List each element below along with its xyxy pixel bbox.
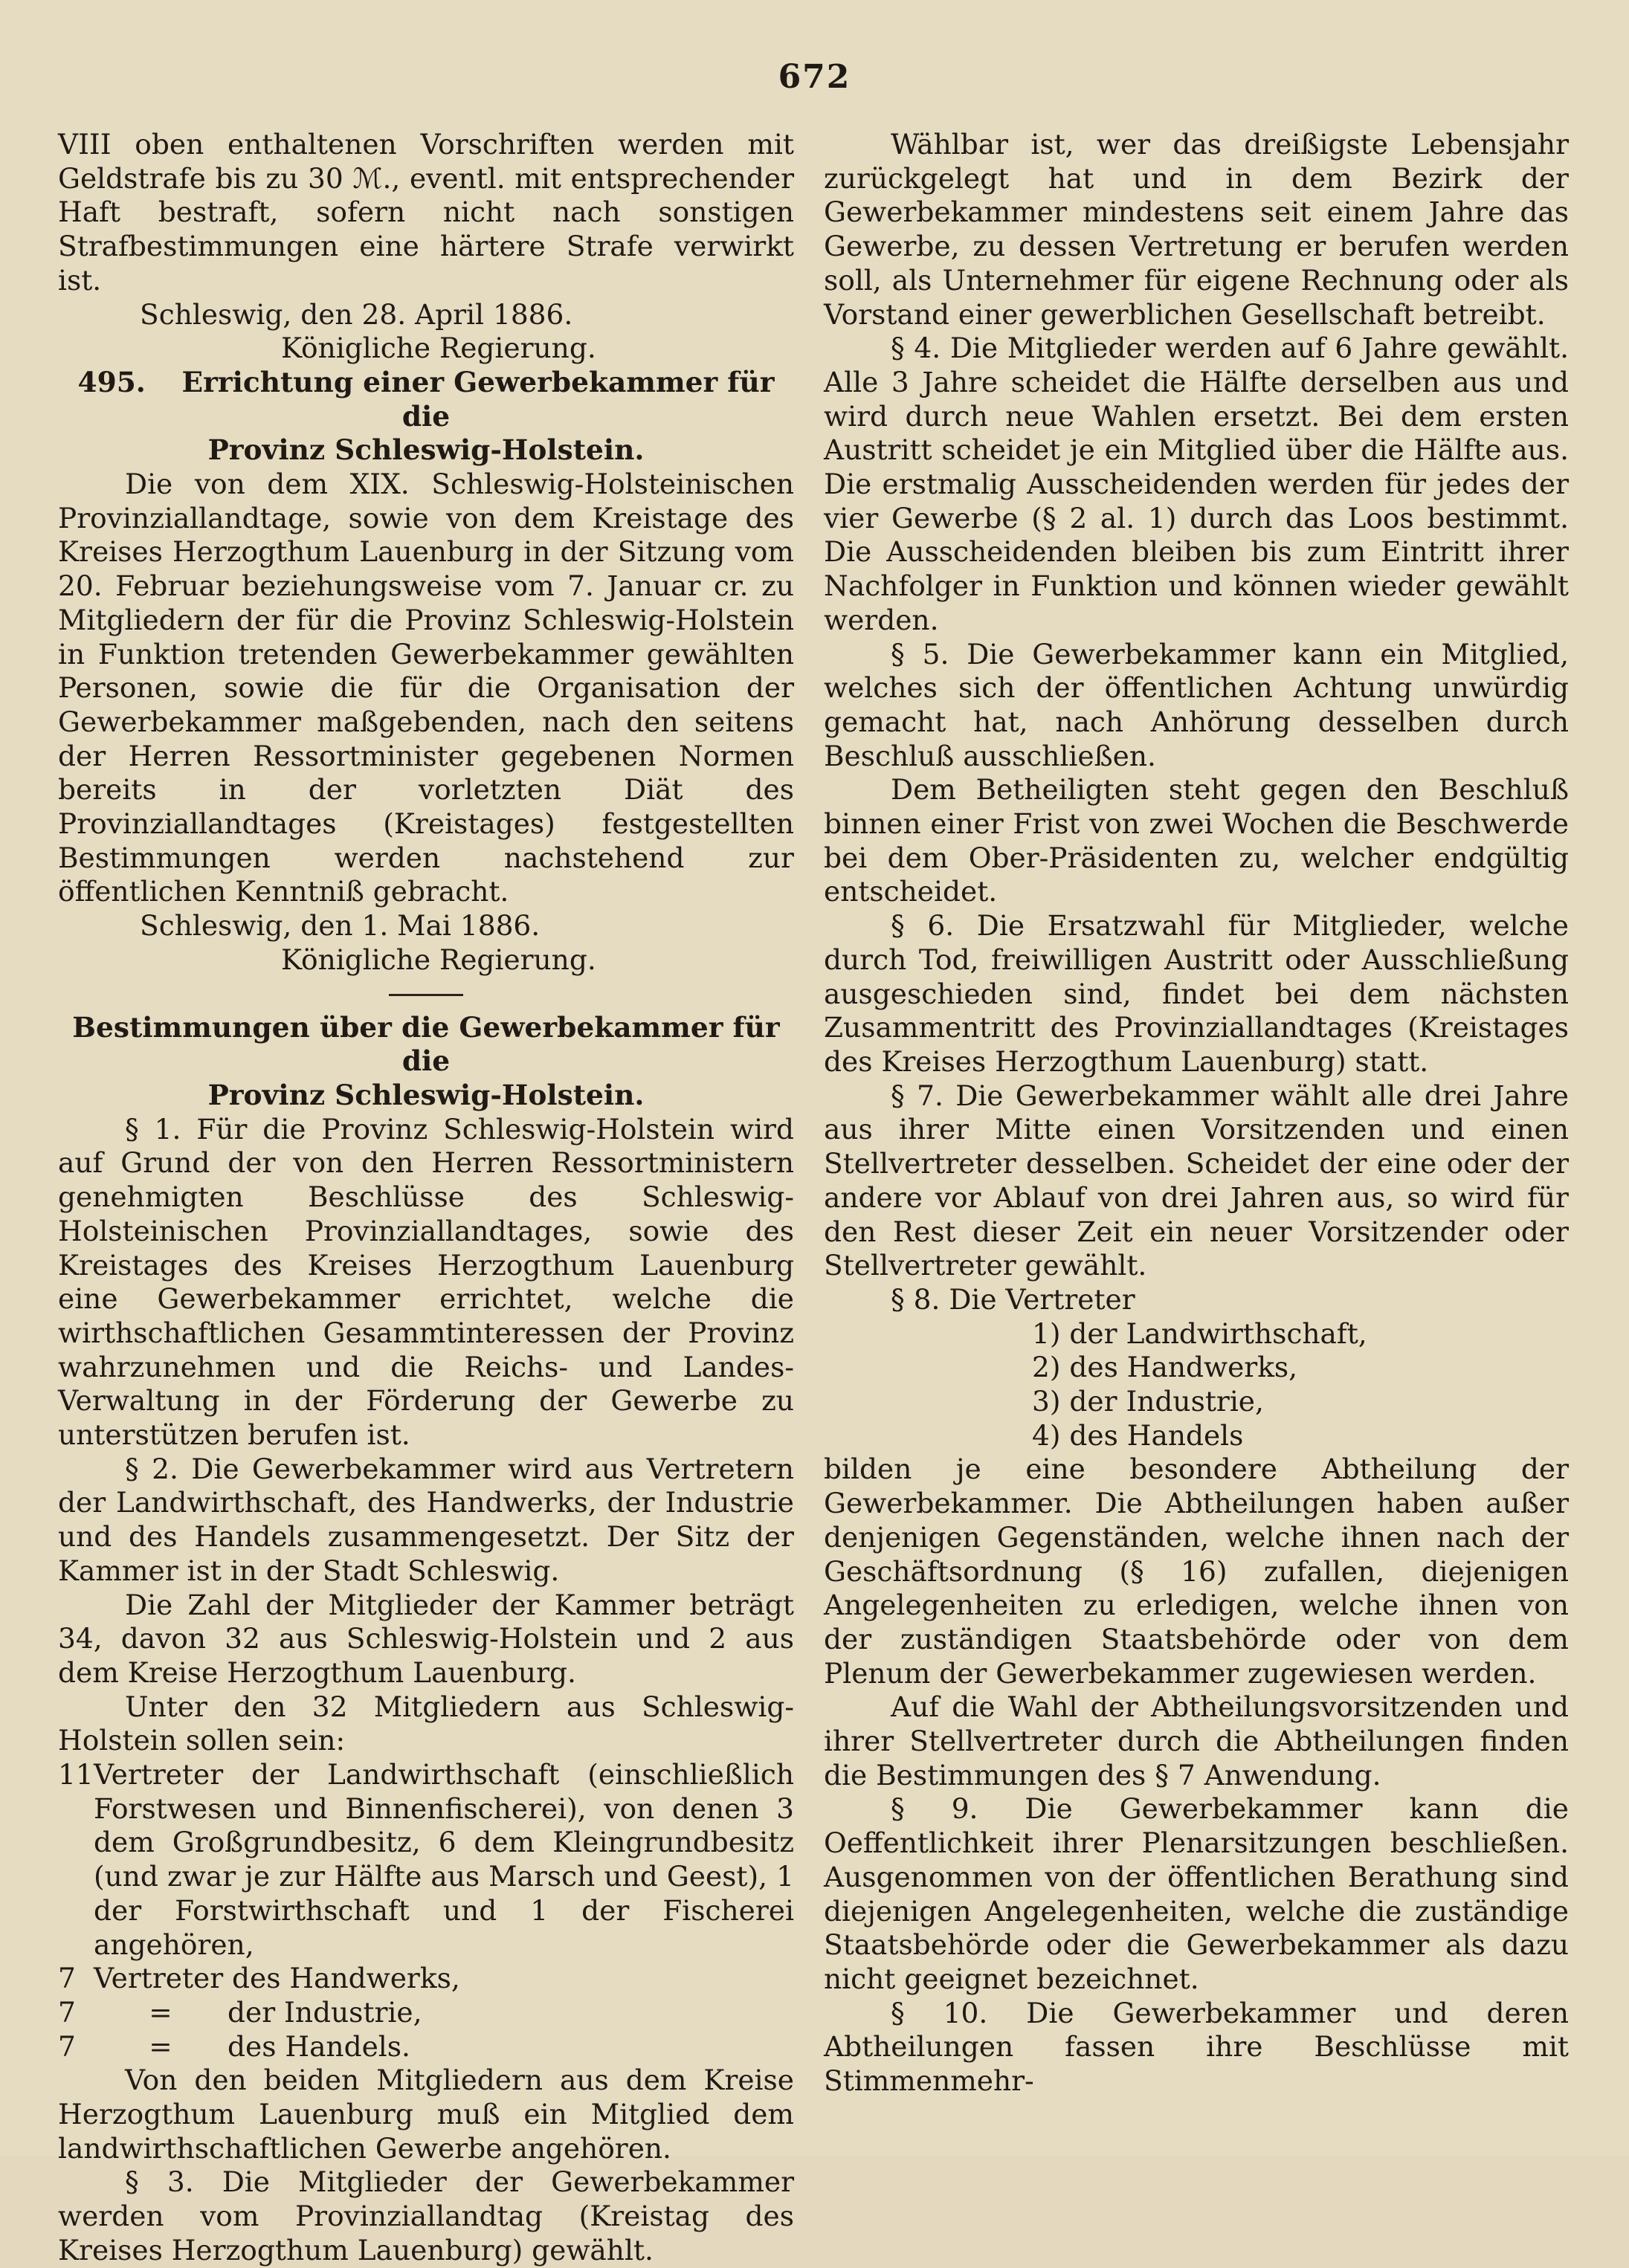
paragraph-section-7: § 7. Die Gewerbekammer wählt alle drei Jahre aus ihrer Mitte einen Vorsitzenden und einen Stellvertreter desselben. Scheidet der eine oder der andere vor Ablauf von drei Jahren aus, so wird für den Rest dieser Zeit ein neuer Vorsitzender oder Stellvertreter gewählt. bbox=[824, 1079, 1569, 1282]
section-title bbox=[58, 366, 794, 433]
list-item bbox=[58, 2030, 794, 2064]
section-title-line1: Errichtung einer Gewerbekammer für die bbox=[181, 365, 775, 433]
item-number: 495. bbox=[77, 365, 146, 398]
paragraph: bilden je eine besondere Abtheilung der Gewerbekammer. Die Abtheilungen haben außer denjenigen Gegenständen, welche ihnen nach der Geschäftsordnung (§ 16) zufallen, diejenigen Angelegenheiten zu erledigen, welche ihnen von der zuständigen Staatsbehörde oder von dem Plenum der Gewerbekammer zugewiesen werden. bbox=[824, 1453, 1569, 1690]
authority-line: Königliche Regierung. bbox=[281, 943, 596, 976]
paragraph-section-3: § 3. Die Mitglieder der Gewerbekammer werden vom Provinziallandtag (Kreistag des Kreises Herzogthum Lauenburg) gewählt. bbox=[58, 2165, 794, 2267]
list-text: des Handels. bbox=[228, 2029, 410, 2063]
enum-item: 2) des Handwerks, bbox=[1032, 1351, 1298, 1384]
announcement-paragraph: Die von dem XIX. Schleswig-Holsteinischen Provinziallandtage, sowie von dem Kreistage des Kreises Herzogthum Lauenburg in der Sitzung vom 20. Februar beziehungsweise vom 7. Januar cr. zu Mitgliedern der für die Provinz Schleswig-Holstein in Funktion tretenden Gewerbekammer gewählten Personen, sowie die für die Organisation der Gewerbekammer maßgebenden, nach den seitens der Herren Ressortminister gegebenen Normen bereits in der vorletzten Diät des Provinziallandtages (Kreistages) festgestellten Bestimmungen werden nachstehend zur öffentlichen Kenntniß gebracht. bbox=[58, 468, 794, 908]
enum-item: 3) der Industrie, bbox=[1032, 1385, 1264, 1418]
list-item bbox=[58, 1962, 794, 1996]
list-number: 7 bbox=[58, 1995, 76, 2029]
paragraph-section-10: § 10. Die Gewerbekammer und deren Abtheilungen fassen ihre Beschlüsse mit Stimmenmehr- bbox=[824, 1996, 1569, 2098]
separator-rule bbox=[389, 994, 463, 996]
list-item bbox=[58, 1996, 794, 2030]
paragraph-section-9: § 9. Die Gewerbekammer kann die Oeffentlichkeit ihrer Plenarsitzungen beschließen. Ausgenommen von der öffentlichen Berathung sind diejenigen Angelegenheiten, welche die zuständige Staatsbehörde oder die Gewerbekammer als dazu nicht geeignet bezeichnet. bbox=[824, 1792, 1569, 1995]
page-number: 672 bbox=[778, 58, 851, 96]
paragraph-section-8: § 8. Die Vertreter bbox=[891, 1282, 1135, 1316]
enum-item: 4) des Handels bbox=[1032, 1418, 1244, 1452]
paragraph-section-4: § 4. Die Mitglieder werden auf 6 Jahre gewählt. Alle 3 Jahre scheidet die Hälfte derselben aus und wird durch neue Wahlen ersetzt. Bei dem ersten Austritt scheidet je ein Mitglied über die Hälfte aus. Die erstmalig Ausscheidenden werden für jedes der vier Gewerbe (§ 2 al. 1) durch das Loos bestimmt. Die Ausscheidenden bleiben bis zum Eintritt ihrer Nachfolger in Funktion und können wieder gewählt werden. bbox=[824, 332, 1569, 636]
regulations-heading-line2: Provinz Schleswig-Holstein. bbox=[207, 1078, 645, 1111]
ditto-mark: = bbox=[149, 1995, 172, 2029]
paragraph-section-5: § 5. Die Gewerbekammer kann ein Mitglied, welches sich der öffentlichen Achtung unwürdig gemacht hat, nach Anhörung desselben durch Beschluß ausschließen. bbox=[824, 637, 1569, 772]
list-text: Vertreter der Landwirthschaft (einschließlich Forstwesen und Binnenfischerei), von denen 3 dem Großgrundbesitz, 6 dem Kleingrundbesitz (und zwar je zur Hälfte aus Marsch und Geest), 1 der Forstwirthschaft und 1 der Fischerei angehören, bbox=[94, 1758, 794, 1961]
date-line: Schleswig, den 28. April 1886. bbox=[140, 297, 573, 331]
right-column bbox=[824, 128, 1569, 2099]
list-number: 7 bbox=[58, 1962, 76, 1995]
left-column bbox=[58, 128, 794, 2268]
list-number: 11 bbox=[58, 1758, 94, 1792]
list-text: der Industrie, bbox=[228, 1995, 422, 2029]
list-text: Vertreter des Handwerks, bbox=[94, 1962, 460, 1995]
paragraph: Unter den 32 Mitgliedern aus Schleswig-Holstein sollen sein: bbox=[58, 1690, 794, 1757]
list-number: 7 bbox=[58, 2029, 76, 2063]
paragraph: Auf die Wahl der Abtheilungsvorsitzenden und ihrer Stellvertreter durch die Abtheilungen finden die Bestimmungen des § 7 Anwendung. bbox=[824, 1690, 1569, 1792]
paragraph: Die Zahl der Mitglieder der Kammer beträgt 34, davon 32 aus Schleswig-Holstein und 2 aus dem Kreise Herzogthum Lauenburg. bbox=[58, 1588, 794, 1689]
list-item bbox=[58, 1758, 794, 1962]
enum-item: 1) der Landwirthschaft, bbox=[1032, 1316, 1367, 1350]
regulations-heading: Bestimmungen über die Gewerbekammer für die bbox=[72, 1010, 780, 1078]
paragraph-section-1: § 1. Für die Provinz Schleswig-Holstein wird auf Grund der von den Herren Ressortministern genehmigten Beschlüsse des Schleswig-Holsteinischen Provinziallandtages, sowie des Kreistages des Kreises Herzogthum Lauenburg eine Gewerbekammer errichtet, welche die wirthschaftlichen Gesammtinteressen der Provinz wahrzunehmen und die Reichs- und Landes-Verwaltung in der Förderung der Gewerbe zu unterstützen berufen ist. bbox=[58, 1112, 794, 1452]
authority-line: Königliche Regierung. bbox=[281, 332, 596, 365]
paragraph: Von den beiden Mitgliedern aus dem Kreise Herzogthum Lauenburg muß ein Mitglied dem landwirthschaftlichen Gewerbe angehören. bbox=[58, 2064, 794, 2165]
paragraph: Dem Betheiligten steht gegen den Beschluß binnen einer Frist von zwei Wochen die Beschwerde bei dem Ober-Präsidenten zu, welcher endgültig entscheidet. bbox=[824, 773, 1569, 908]
paragraph-section-6: § 6. Die Ersatzwahl für Mitglieder, welche durch Tod, freiwilligen Austritt oder Ausschließung ausgeschieden sind, findet bei dem nächsten Zusammentritt des Provinziallandtages (Kreistages des Kreises Herzogthum Lauenburg) statt. bbox=[824, 909, 1569, 1078]
intro-paragraph: VIII oben enthaltenen Vorschriften werden mit Geldstrafe bis zu 30 ℳ., eventl. mit entsprechender Haft bestraft, sofern nicht nach sonstigen Strafbestimmungen eine härtere Strafe verwirkt ist. bbox=[58, 128, 794, 297]
section-title-line2: Provinz Schleswig-Holstein. bbox=[207, 433, 645, 467]
paragraph: Wählbar ist, wer das dreißigste Lebensjahr zurückgelegt hat und in dem Bezirk der Gewerbekammer mindestens seit einem Jahre das Gewerbe, zu dessen Vertretung er berufen werden soll, als Unternehmer für eigene Rechnung oder als Vorstand einer gewerblichen Gesellschaft betreibt. bbox=[824, 128, 1569, 331]
date-line: Schleswig, den 1. Mai 1886. bbox=[140, 909, 541, 943]
ditto-mark: = bbox=[149, 2029, 172, 2063]
paragraph-section-2: § 2. Die Gewerbekammer wird aus Vertretern der Landwirthschaft, des Handwerks, der Industrie und des Handels zusammengesetzt. Der Sitz der Kammer ist in der Stadt Schleswig. bbox=[58, 1452, 794, 1587]
